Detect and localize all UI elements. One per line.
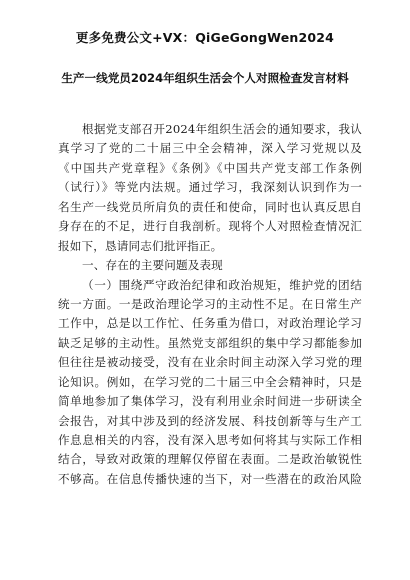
header-watermark: 更多免费公文+VX：QiGeGongWen2024: [75, 30, 335, 45]
body-line: 根据党支部召开2024年组织生活会的通知要求，我认: [82, 122, 362, 136]
body-line: 身存在的不足，进行自我剖析。现将个人对照检查情况汇: [58, 219, 362, 234]
body-line: 报如下，恳请同志们批评指正。: [58, 238, 223, 253]
document-body: [58, 120, 362, 489]
body-line: 作息息相关的内容，没有深入思考如何将其与实际工作相: [58, 433, 362, 447]
body-line: 真学习了党的二十届三中全会精神，深入学习党规以及: [58, 141, 362, 156]
body-line: 论知识。例如，在学习党的二十届三中全会精神时，只是: [58, 374, 362, 389]
section-heading: 一、存在的主要问题及表现: [82, 258, 223, 273]
body-line: 但往往是被动接受，没有在业余时间主动深入学习党的理: [58, 355, 362, 370]
body-line: 统一方面。一是政治理论学习的主动性不足。在日常生产: [58, 296, 362, 311]
body-line: （一）围绕严守政治纪律和政治规矩，维护党的团结: [82, 277, 362, 292]
body-line: 结合，导致对政策的理解仅停留在表面。二是政治敏锐性: [58, 452, 362, 467]
body-line: 会报告，对其中涉及到的经济发展、科技创新等与生产工: [58, 413, 362, 428]
body-line: 工作中，总是以工作忙、任务重为借口，对政治理论学习: [58, 316, 362, 331]
body-line: 《中国共产党章程》《条例》《中国共产党支部工作条例: [58, 160, 362, 175]
body-line: 名生产一线党员所肩负的责任和使命，同时也认真反思自: [58, 199, 362, 214]
body-line: 简单地参加了集体学习，没有利用业余时间进一步研读全: [58, 394, 362, 409]
body-line: 不够高。在信息传播快速的当下，对一些潜在的政治风险: [58, 471, 362, 486]
document-title: 生产一线党员2024年组织生活会个人对照检查发言材料: [61, 71, 349, 85]
body-line: 缺乏足够的主动性。虽然党支部组织的集中学习都能参加: [58, 335, 362, 350]
body-line: （试行）》等党内法规。通过学习，我深刻认识到作为一: [58, 180, 362, 195]
